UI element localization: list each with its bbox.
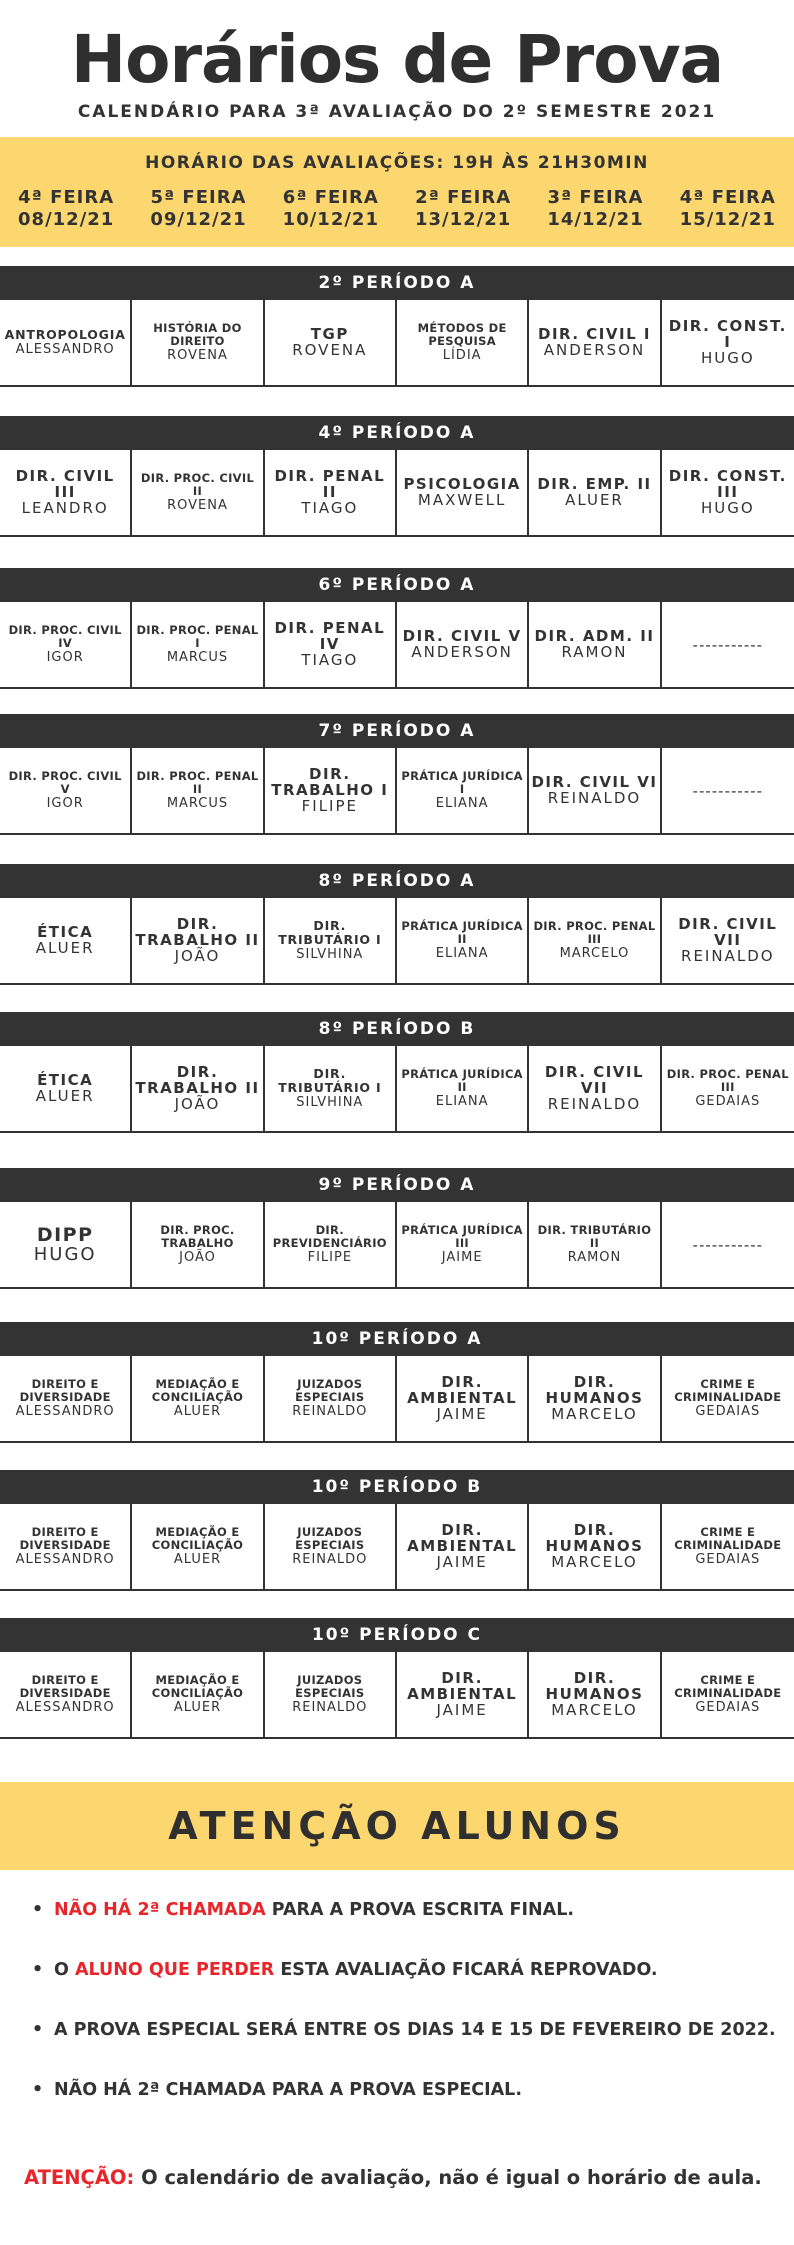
professor: MARCELO (551, 1405, 638, 1423)
exam-cell (397, 1356, 529, 1441)
period-block (0, 1470, 794, 1591)
subject: CRIME E CRIMINALIDADE (674, 1673, 782, 1700)
day-column (265, 187, 397, 231)
subject: DIR. HUMANOS (545, 1521, 644, 1555)
exam-cell (397, 748, 529, 833)
exam-cell (662, 1046, 794, 1131)
professor: LÍDIA (442, 348, 482, 363)
subject: JUIZADOS ESPECIAIS (295, 1673, 365, 1700)
exam-cell (265, 450, 397, 535)
exam-cell (0, 602, 132, 687)
subject: ÉTICA (37, 1071, 94, 1089)
exam-cell (132, 450, 264, 535)
professor: FILIPE (307, 1250, 353, 1265)
exam-cell (397, 1046, 529, 1131)
exam-cell (529, 748, 661, 833)
period-row (0, 898, 794, 985)
exam-cell (265, 300, 397, 385)
period-title: 10º PERÍODO C (0, 1618, 794, 1652)
note-item (30, 2078, 780, 2138)
date: 14/12/21 (547, 209, 644, 230)
subject: ÉTICA (37, 923, 94, 941)
weekday: 2ª FEIRA (415, 187, 512, 208)
exam-cell (397, 898, 529, 983)
exam-cell (662, 1202, 794, 1287)
period-block (0, 266, 794, 387)
exam-cell (662, 1356, 794, 1441)
subject: DIR. HUMANOS (545, 1373, 644, 1407)
professor: IGOR (46, 650, 84, 665)
subject: DIR. PENAL IV (274, 619, 386, 653)
exam-cell (132, 300, 264, 385)
professor: MARCELO (551, 1553, 638, 1571)
exam-cell (132, 1652, 264, 1737)
exam-cell (529, 1652, 661, 1737)
note-item (30, 1898, 780, 1958)
exam-cell (529, 1046, 661, 1131)
exam-cell (529, 450, 661, 535)
professor: TIAGO (301, 499, 359, 517)
subject: JUIZADOS ESPECIAIS (295, 1525, 365, 1552)
exam-cell (397, 450, 529, 535)
exam-cell (397, 1504, 529, 1589)
exam-cell (132, 1046, 264, 1131)
exam-cell (0, 1356, 132, 1441)
period-block (0, 1322, 794, 1443)
professor: GEDAIAS (695, 1094, 761, 1109)
professor: MARCELO (551, 1701, 638, 1719)
exam-cell (0, 1504, 132, 1589)
exam-cell (529, 300, 661, 385)
subject: PSICOLOGIA (403, 475, 521, 493)
final-warning (24, 2166, 784, 2189)
date: 08/12/21 (18, 209, 115, 230)
professor: FILIPE (301, 797, 358, 815)
professor: ANDERSON (543, 341, 646, 359)
professor: MARCUS (166, 650, 229, 665)
exam-cell (662, 300, 794, 385)
professor: REINALDO (547, 789, 642, 807)
subject: MEDIAÇÃO E CONCILIAÇÃO (151, 1377, 244, 1404)
subject: DIR. TRIBUTÁRIO I (278, 1066, 382, 1095)
subject: DIREITO E DIVERSIDADE (19, 1377, 111, 1404)
subject: DIR. TRIBUTÁRIO II (537, 1223, 652, 1250)
professor: ALESSANDRO (15, 1552, 115, 1567)
exam-cell (529, 1504, 661, 1589)
subject: DIREITO E DIVERSIDADE (19, 1673, 111, 1700)
period-block (0, 714, 794, 835)
exam-cell (0, 898, 132, 983)
professor: GEDAIAS (695, 1404, 761, 1419)
period-block (0, 416, 794, 537)
subject: DIR. PROC. PENAL III (533, 919, 656, 946)
subject: DIR. PROC. CIVIL V (8, 769, 122, 796)
subject: CRIME E CRIMINALIDADE (674, 1377, 782, 1404)
exam-cell (397, 300, 529, 385)
period-row (0, 1356, 794, 1443)
professor: GEDAIAS (695, 1552, 761, 1567)
period-row (0, 748, 794, 835)
exam-time: HORÁRIO DAS AVALIAÇÕES: 19H ÀS 21H30MIN (145, 153, 649, 173)
professor: REINALDO (292, 1700, 368, 1715)
subject: DIR. HUMANOS (545, 1669, 644, 1703)
period-block (0, 1618, 794, 1739)
exam-cell (397, 1652, 529, 1737)
period-row (0, 1652, 794, 1739)
subject: DIR. PENAL II (274, 467, 386, 501)
subject: DIR. TRIBUTÁRIO I (278, 918, 382, 947)
exam-cell (265, 1356, 397, 1441)
exam-cell (265, 1202, 397, 1287)
note-text: PARA A PROVA ESCRITA FINAL. (265, 1900, 575, 1920)
period-title: 2º PERÍODO A (0, 266, 794, 300)
exam-cell (529, 898, 661, 983)
exam-cell (662, 1504, 794, 1589)
exam-cell (265, 898, 397, 983)
subject: DIR. TRABALHO II (135, 915, 260, 949)
subject: ANTROPOLOGIA (4, 327, 126, 342)
subject: DIREITO E DIVERSIDADE (19, 1525, 111, 1552)
exam-cell (265, 602, 397, 687)
note-highlight: ALUNO QUE PERDER (74, 1960, 275, 1980)
period-block (0, 568, 794, 689)
note-item (30, 1958, 780, 2018)
subject: CRIME E CRIMINALIDADE (674, 1525, 782, 1552)
subject: PRÁTICA JURÍDICA II (401, 1067, 523, 1094)
subject: PRÁTICA JURÍDICA I (401, 769, 523, 796)
subject: DIR. PROC. CIVIL IV (8, 623, 122, 650)
professor: REINALDO (292, 1404, 368, 1419)
note-highlight: NÃO HÁ 2ª CHAMADA (54, 1900, 266, 1920)
period-title: 8º PERÍODO A (0, 864, 794, 898)
day-list (0, 187, 794, 231)
subject: DIR. AMBIENTAL (407, 1373, 518, 1407)
period-title: 9º PERÍODO A (0, 1168, 794, 1202)
professor: JAIME (436, 1701, 488, 1719)
subject: DIR. ADM. II (534, 627, 655, 645)
page-subtitle: CALENDÁRIO PARA 3ª AVALIAÇÃO DO 2º SEMESTRE 2021 (77, 102, 717, 122)
day-column (397, 187, 529, 231)
weekday: 3ª FEIRA (547, 187, 644, 208)
exam-cell (0, 1652, 132, 1737)
exam-cell (132, 1202, 264, 1287)
empty-slot: ----------- (692, 1235, 764, 1254)
note-text: NÃO HÁ 2ª CHAMADA PARA A PROVA ESPECIAL. (54, 2080, 522, 2100)
period-row (0, 602, 794, 689)
exam-cell (662, 602, 794, 687)
subject: HISTÓRIA DO DIREITO (153, 321, 242, 348)
professor: ELIANA (435, 1094, 489, 1109)
exam-cell (132, 1356, 264, 1441)
exam-cell (0, 1046, 132, 1131)
subject: DIR. CIVIL I (538, 325, 651, 343)
subject: DIR. AMBIENTAL (407, 1521, 518, 1555)
exam-cell (132, 602, 264, 687)
exam-cell (662, 450, 794, 535)
professor: ALUER (173, 1552, 222, 1567)
professor: SILVHINA (296, 947, 364, 962)
professor: RAMON (561, 643, 628, 661)
exam-cell (0, 300, 132, 385)
professor: ALESSANDRO (15, 1404, 115, 1419)
day-column (662, 187, 794, 231)
notes-list (30, 1898, 780, 2138)
professor: ROVENA (292, 341, 368, 359)
weekday: 6ª FEIRA (282, 187, 379, 208)
professor: ALESSANDRO (15, 342, 115, 357)
professor: JAIME (436, 1405, 488, 1423)
subject: DIR. PROC. PENAL II (136, 769, 259, 796)
exam-cell (265, 1046, 397, 1131)
page-title: Horários de Prova (70, 21, 724, 98)
date: 13/12/21 (415, 209, 512, 230)
period-row (0, 300, 794, 387)
period-row (0, 450, 794, 537)
weekday: 4ª FEIRA (18, 187, 115, 208)
subject: PRÁTICA JURÍDICA III (401, 1223, 523, 1250)
exam-cell (132, 748, 264, 833)
note-text: A PROVA ESPECIAL SERÁ ENTRE OS DIAS 14 E 15 DE FEVEREIRO DE 2022. (54, 2020, 776, 2040)
subject: DIR. CIVIL III (15, 467, 115, 501)
professor: TIAGO (301, 651, 359, 669)
professor: ALUER (173, 1700, 222, 1715)
period-title: 4º PERÍODO A (0, 416, 794, 450)
professor: HUGO (700, 349, 755, 367)
date: 15/12/21 (679, 209, 776, 230)
exam-cell (132, 898, 264, 983)
period-row (0, 1504, 794, 1591)
note-text: ESTA AVALIAÇÃO FICARÁ REPROVADO. (274, 1960, 658, 1980)
period-title: 10º PERÍODO A (0, 1322, 794, 1356)
empty-slot: ----------- (692, 781, 764, 800)
subject: DIR. CIVIL VII (678, 915, 778, 949)
schedule-band (0, 137, 794, 247)
professor: ALUER (173, 1404, 222, 1419)
exam-cell (0, 1202, 132, 1287)
professor: IGOR (46, 796, 84, 811)
professor: ROVENA (167, 498, 228, 513)
subject: DIR. PROC. CIVIL II (140, 471, 255, 498)
subject: MEDIAÇÃO E CONCILIAÇÃO (151, 1673, 244, 1700)
period-title: 7º PERÍODO A (0, 714, 794, 748)
professor: ELIANA (435, 796, 489, 811)
professor: JOÃO (179, 1250, 216, 1265)
subject: DIR. PROC. PENAL III (666, 1067, 789, 1094)
subject: TGP (310, 325, 349, 343)
final-label: ATENÇÃO: (24, 2166, 135, 2189)
subject: DIR. CONST. I (668, 317, 787, 351)
professor: MARCUS (166, 796, 229, 811)
subject: DIR. CIVIL VII (544, 1063, 645, 1097)
weekday: 5ª FEIRA (150, 187, 247, 208)
day-column (132, 187, 264, 231)
professor: SILVHINA (296, 1095, 364, 1110)
exam-cell (265, 748, 397, 833)
weekday: 4ª FEIRA (679, 187, 776, 208)
exam-cell (265, 1504, 397, 1589)
professor: RAMON (567, 1250, 622, 1265)
exam-cell (662, 1652, 794, 1737)
professor: HUGO (33, 1243, 97, 1265)
professor: REINALDO (681, 947, 775, 965)
note-lead: O (54, 1960, 75, 1980)
subject: DIPP (36, 1223, 94, 1246)
subject: JUIZADOS ESPECIAIS (295, 1377, 365, 1404)
exam-cell (132, 1504, 264, 1589)
attention-banner: ATENÇÃO ALUNOS (0, 1782, 794, 1870)
professor: ELIANA (435, 946, 489, 961)
day-column (529, 187, 661, 231)
period-row (0, 1202, 794, 1289)
subject: MEDIAÇÃO E CONCILIAÇÃO (151, 1525, 244, 1552)
professor: ALUER (35, 1087, 95, 1105)
exam-cell (0, 450, 132, 535)
exam-cell (529, 1202, 661, 1287)
professor: JOÃO (174, 1095, 221, 1113)
subject: DIR. AMBIENTAL (407, 1669, 518, 1703)
subject: PRÁTICA JURÍDICA II (401, 919, 523, 946)
exam-cell (529, 1356, 661, 1441)
professor: JAIME (441, 1250, 483, 1265)
professor: ALUER (35, 939, 95, 957)
empty-slot: ----------- (692, 635, 764, 654)
period-block (0, 864, 794, 985)
period-title: 8º PERÍODO B (0, 1012, 794, 1046)
professor: HUGO (700, 499, 755, 517)
subject: DIR. CIVIL VI (531, 773, 658, 791)
subject: DIR. EMP. II (537, 475, 652, 493)
date: 10/12/21 (282, 209, 379, 230)
exam-cell (662, 748, 794, 833)
exam-cell (397, 1202, 529, 1287)
subject: DIR. PREVIDENCIÁRIO (272, 1223, 387, 1250)
subject: DIR. CONST. III (668, 467, 787, 501)
period-row (0, 1046, 794, 1133)
subject: DIR. TRABALHO I (271, 765, 389, 799)
period-block (0, 1168, 794, 1289)
professor: JOÃO (174, 947, 221, 965)
professor: ALESSANDRO (15, 1700, 115, 1715)
exam-cell (662, 898, 794, 983)
subject: DIR. TRABALHO II (135, 1063, 260, 1097)
period-title: 6º PERÍODO A (0, 568, 794, 602)
period-title: 10º PERÍODO B (0, 1470, 794, 1504)
final-text: O calendário de avaliação, não é igual o horário de aula. (134, 2166, 762, 2189)
professor: JAIME (436, 1553, 488, 1571)
date: 09/12/21 (150, 209, 247, 230)
subject: DIR. PROC. TRABALHO (160, 1223, 235, 1250)
professor: REINALDO (292, 1552, 368, 1567)
professor: REINALDO (547, 1095, 642, 1113)
professor: MARCELO (559, 946, 630, 961)
exam-cell (0, 748, 132, 833)
professor: ANDERSON (411, 643, 513, 661)
period-block (0, 1012, 794, 1133)
professor: ALUER (565, 491, 624, 509)
day-column (0, 187, 132, 231)
subject: DIR. PROC. PENAL I (136, 623, 259, 650)
subject: MÉTODOS DE PESQUISA (417, 321, 507, 348)
professor: ROVENA (167, 348, 228, 363)
professor: GEDAIAS (695, 1700, 761, 1715)
professor: MAXWELL (417, 491, 507, 509)
exam-cell (529, 602, 661, 687)
professor: LEANDRO (21, 499, 109, 517)
exam-cell (265, 1652, 397, 1737)
note-item (30, 2018, 780, 2078)
exam-cell (397, 602, 529, 687)
subject: DIR. CIVIL V (402, 627, 522, 645)
